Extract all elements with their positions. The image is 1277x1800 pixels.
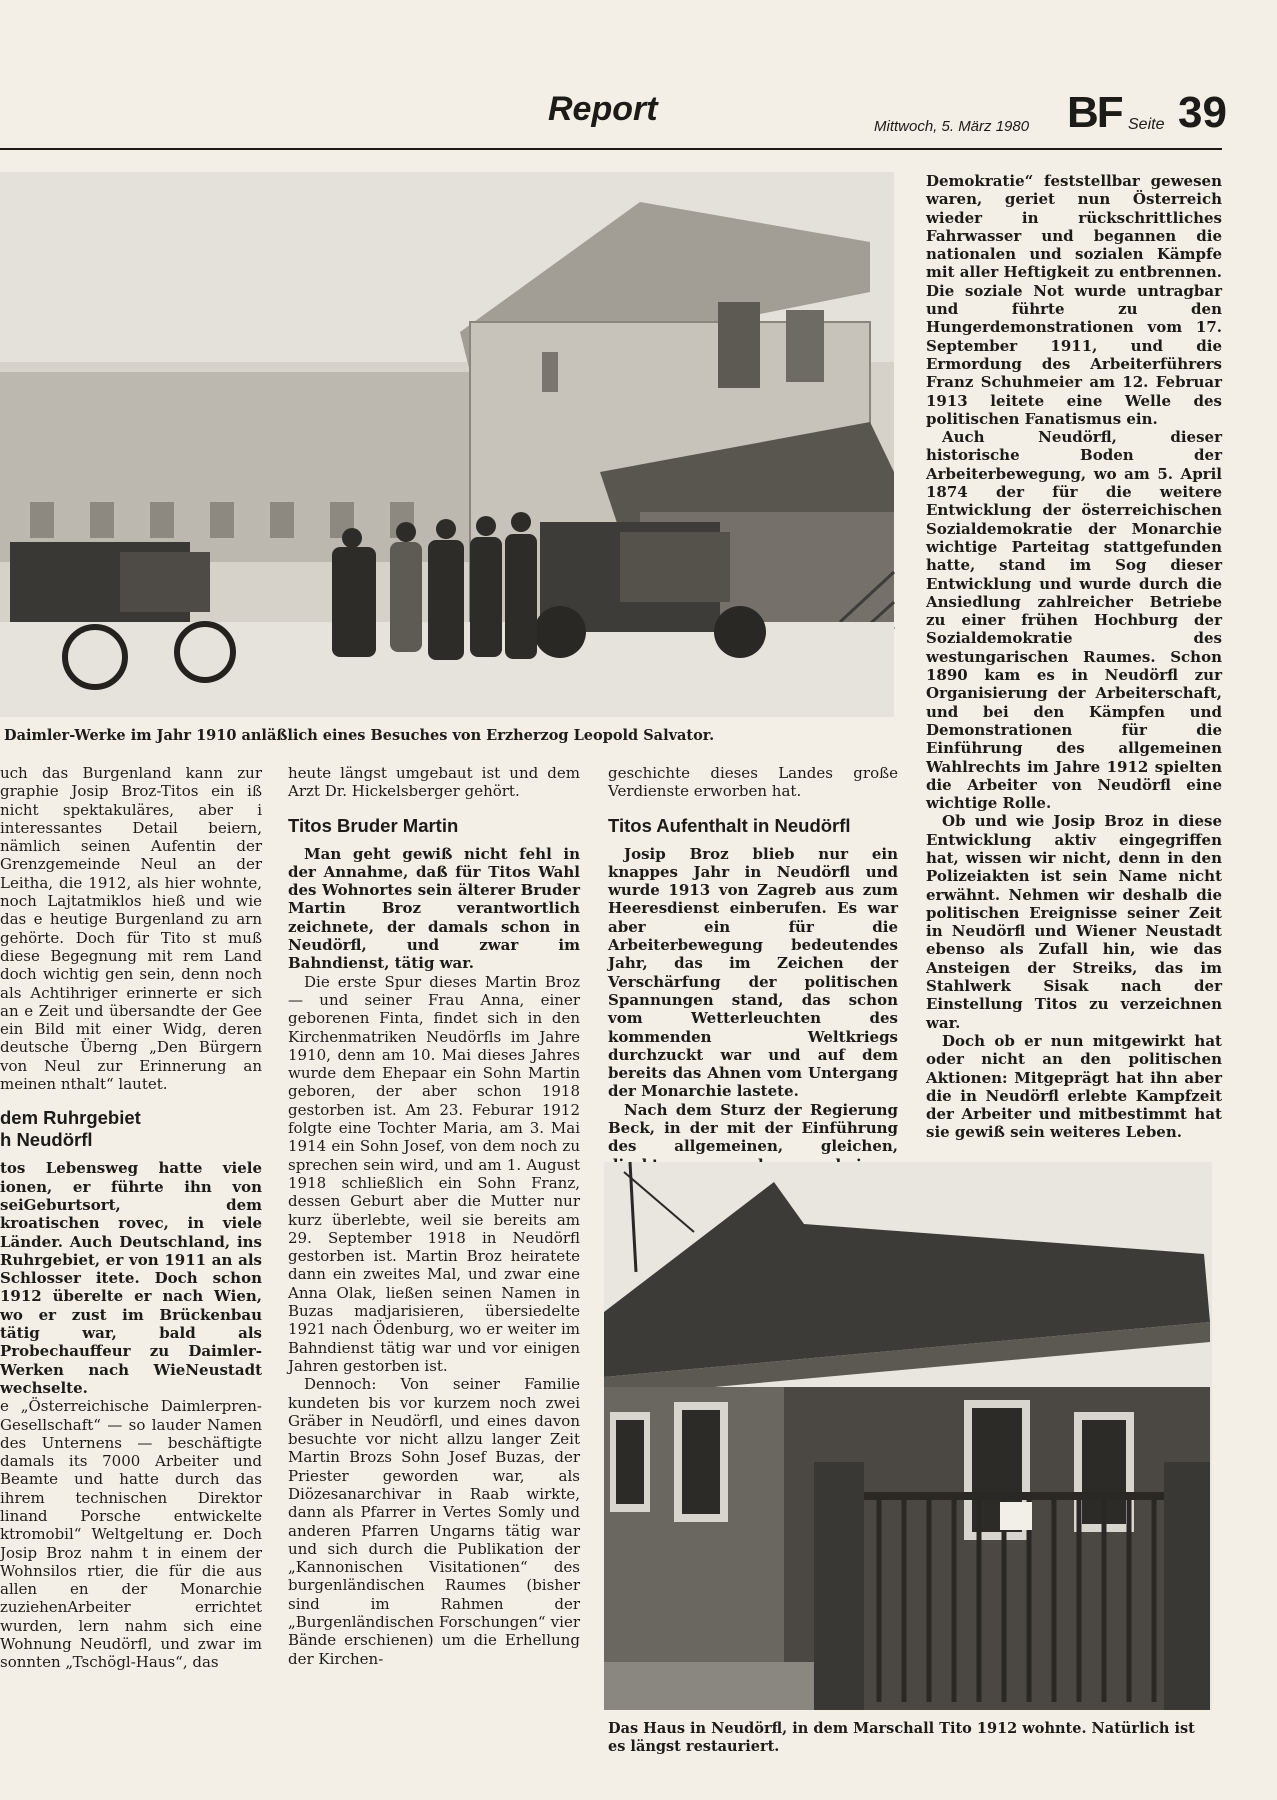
paragraph: Josip Broz blieb nur ein knappes Jahr in Neudörfl und wurde 1913 von Zagreb aus zum Heeresdienst einberufen. Es war aber ein für die Arbeiterbewegung bedeutendes Jahr, das im Zeichen der Verschärfung der politischen Spannungen stand, das schon vom Wetterleuchten des kommenden Weltkriegs durchzuckt war und auf dem bereits das Ahnen vom Untergang der Monarchie lastete. <box>608 844 898 1101</box>
subheading-line: h Neudörfl <box>0 1129 93 1151</box>
paragraph: tos Lebensweg hatte viele ionen, er führte ihn von seiGeburtsort, dem kroatischen rovec, in viele Länder. Auch Deutschland, ins Ruhrgebiet, er von 1911 an als Schlosser itete. Doch schon 1912 überelte er nach Wien, wo er zust im Brückenbau tätig war, bald als Probechauffeur zu Daimler-Werken nach WieNeustadt wechselte. <box>0 1159 262 1397</box>
paragraph: Ob und wie Josip Broz in diese Entwicklung aktiv eingegriffen hat, wissen wir nicht, denn in den Polizeiakten ist sein Name nicht erwähnt. Nehmen wir deshalb die politischen Ereignisse seiner Zeit in Neudörfl und Wiener Neustadt ebenso als Zufall hin, wie das Ansteigen der Streiks, das im Stahlwerk Sisak nach der Einstellung Titos zu verzeichnen war. <box>926 812 1222 1032</box>
paragraph: Nach dem Sturz der Regierung Beck, in der mit der Einführung des allgemeinen, gleichen, <box>608 1100 898 1156</box>
article-column-4 <box>926 172 1222 1152</box>
photo-tito-house <box>604 1162 1212 1710</box>
photo-caption-bottom: Das Haus in Neudörfl, in dem Marschall Tito 1912 wohnte. Natürlich ist es längst restauriert. <box>608 1720 1195 1755</box>
article-column-1 <box>0 764 262 1764</box>
section-title: Report <box>548 90 658 128</box>
article-column-3 <box>608 764 898 1164</box>
photo-daimler-werke <box>0 172 894 717</box>
article-column-2 <box>288 764 580 1764</box>
subheading-line: dem Ruhrgebiet <box>0 1107 141 1129</box>
paragraph: geschichte dieses Landes große Verdienste erworben hat. <box>608 764 898 801</box>
paragraph: Man geht gewiß nicht fehl in der Annahme, daß für Titos Wahl des Wohnortes sein älterer Bruder Martin Broz verantwortlich zeichnete, der damals schon in Neudörfl, und zwar im Bahndienst, tätig war. <box>288 844 580 973</box>
newspaper-logo: BF <box>1067 88 1122 137</box>
subheading <box>0 1107 262 1151</box>
photo-caption-top: Daimler-Werke im Jahr 1910 anläßlich eines Besuches von Erzherzog Leopold Salvator. <box>4 727 715 744</box>
page-label: Seite <box>1128 116 1165 133</box>
issue-date: Mittwoch, 5. März 1980 <box>874 118 1030 135</box>
paragraph: heute längst umgebaut ist und dem Arzt Dr. Hickelsberger gehört. <box>288 764 580 801</box>
subheading: Titos Bruder Martin <box>288 814 459 836</box>
paragraph: Die erste Spur dieses Martin Broz — und seiner Frau Anna, einer geborenen Finta, findet sich in den Kirchenmatriken Neudörfls im Jahre 1910, denn am 10. Mai dieses Jahres wurde dem Ehepaar ein Sohn Martin geboren, der aber schon 1918 gestorben ist. Am 23. Feburar 1912 folgte eine Tochter Maria, am 3. Mai 1914 ein Sohn Josef, von dem noch zu sprechen sein wird, und am 1. August 1918 schließlich ein Sohn Franz, dessen Geburt aber die Mutter nur kurz überlebte, weil sie bereits am 29. September 1918 in Neudörfl gestorben ist. Martin Broz heiratete dann ein zweites Mal, und zwar eine Anna Olak, ließen seinen Namen in Buzas madjarisieren, übersiedelte 1921 nach Ödenburg, wo er weiter im Bahndienst tätig war und vor einigen Jahren gestorben ist. <box>288 972 580 1375</box>
paragraph: Doch ob er nun mitgewirkt hat oder nicht an den politischen Aktionen: Mitgeprägt hat ihn aber die in Neudörfl erlebte Kampfzeit der Arbeiter und mitbestimmt hat sie gewiß sein weiteres Leben. <box>926 1031 1222 1142</box>
paragraph: Dennoch: Von seiner Familie kundeten bis vor kurzem noch zwei Gräber in Neudörfl, und eines davon besuchte vor nicht allzu langer Zeit Martin Brozs Sohn Josef Buzas, der Priester geworden war, als Diözesanarchivar in Raab wirkte, dann als Pfarrer in Vertes Somly und anderen Pfarren Ungarns tätig war und sich durch die Publikation der „Kannonischen Visitationen“ des burgenländischen Raumes (bisher sind im Rahmen der „Burgenländischen Forschungen“ vier Bände erschienen) um die Erhellung der Kirchen- <box>288 1375 580 1668</box>
paragraph: e „Österreichische Daimlerpren-Gesellschaft“ — so lauder Namen des Unternens — beschäftigte damals its 7000 Arbeiter und Beamte und hatte durch das ihrem technischen Direktor linand Porsche entwickelte ktromobil“ Weltgeltung er. Doch Josip Broz nahm t in einem der Wohnsilos rtier, die für die aus allen en der Monarchie zuziehenArbeiter errichtet wurden, lern nahm sich eine Wohnung Neudörfl, und zwar im sonnten „Tschögl-Haus“, das <box>0 1397 262 1672</box>
subheading: Titos Aufenthalt in Neudörfl <box>608 814 851 836</box>
paragraph: uch das Burgenland kann zur graphie Josip Broz-Titos ein iß nicht spektakuläres, aber i interessantes Detail beiern, nämlich seinen Aufentin der Grenzgemeinde Neul an der Leitha, die 1912, als hier wohnte, noch Lajtatmiklos hieß und wie das e heutige Burgenland zu arn gehörte. Doch für Tito st muß diese Begegnung mit rem Land doch wichtig gen sein, denn noch als Achtihriger erinnerte er sich an e Zeit und übersandte der Gee ein Bild mit einer Widg, deren deutsche Überng „Den Bürgern von Neul zur Erinnerung an meinen nthalt“ lautet. <box>0 764 262 1094</box>
paragraph: Auch Neudörfl, dieser historische Boden der Arbeiterbewegung, wo am 5. April 1874 der für die weitere Entwicklung der österreichischen Sozialdemokratie der Monarchie wichtige Parteitag stattgefunden hatte, stand im Sog dieser Entwicklung und wurde durch die Ansiedlung zahlreicher Betriebe zu einer frühen Hochburg der Sozialdemokratie des westungarischen Raumes. Schon 1890 kam es in Neudörfl zur Organisierung der Arbeiterschaft, und bei den Kämpfen und Demonstrationen für die Einführung des allgemeinen Wahlrechts im Jahre 1912 spielten die Arbeiter von Neudörfl eine wichtige Rolle. <box>926 428 1222 813</box>
paragraph: Demokratie“ feststellbar gewesen waren, geriet nun Österreich wieder in rückschrittliches Fahrwasser und begannen die nationalen und sozialen Kämpfe mit aller Heftigkeit zu entbrennen. Die soziale Not wurde untragbar und führte zu den Hungerdemonstrationen vom 17. September 1911, und die Ermordung des Arbeiterführers Franz Schuhmeier am 12. Februar 1913 leitete eine Welle des politischen Fanatismus ein. <box>926 172 1223 428</box>
header-rule <box>0 148 1222 150</box>
page-number: 39 <box>1178 88 1227 137</box>
